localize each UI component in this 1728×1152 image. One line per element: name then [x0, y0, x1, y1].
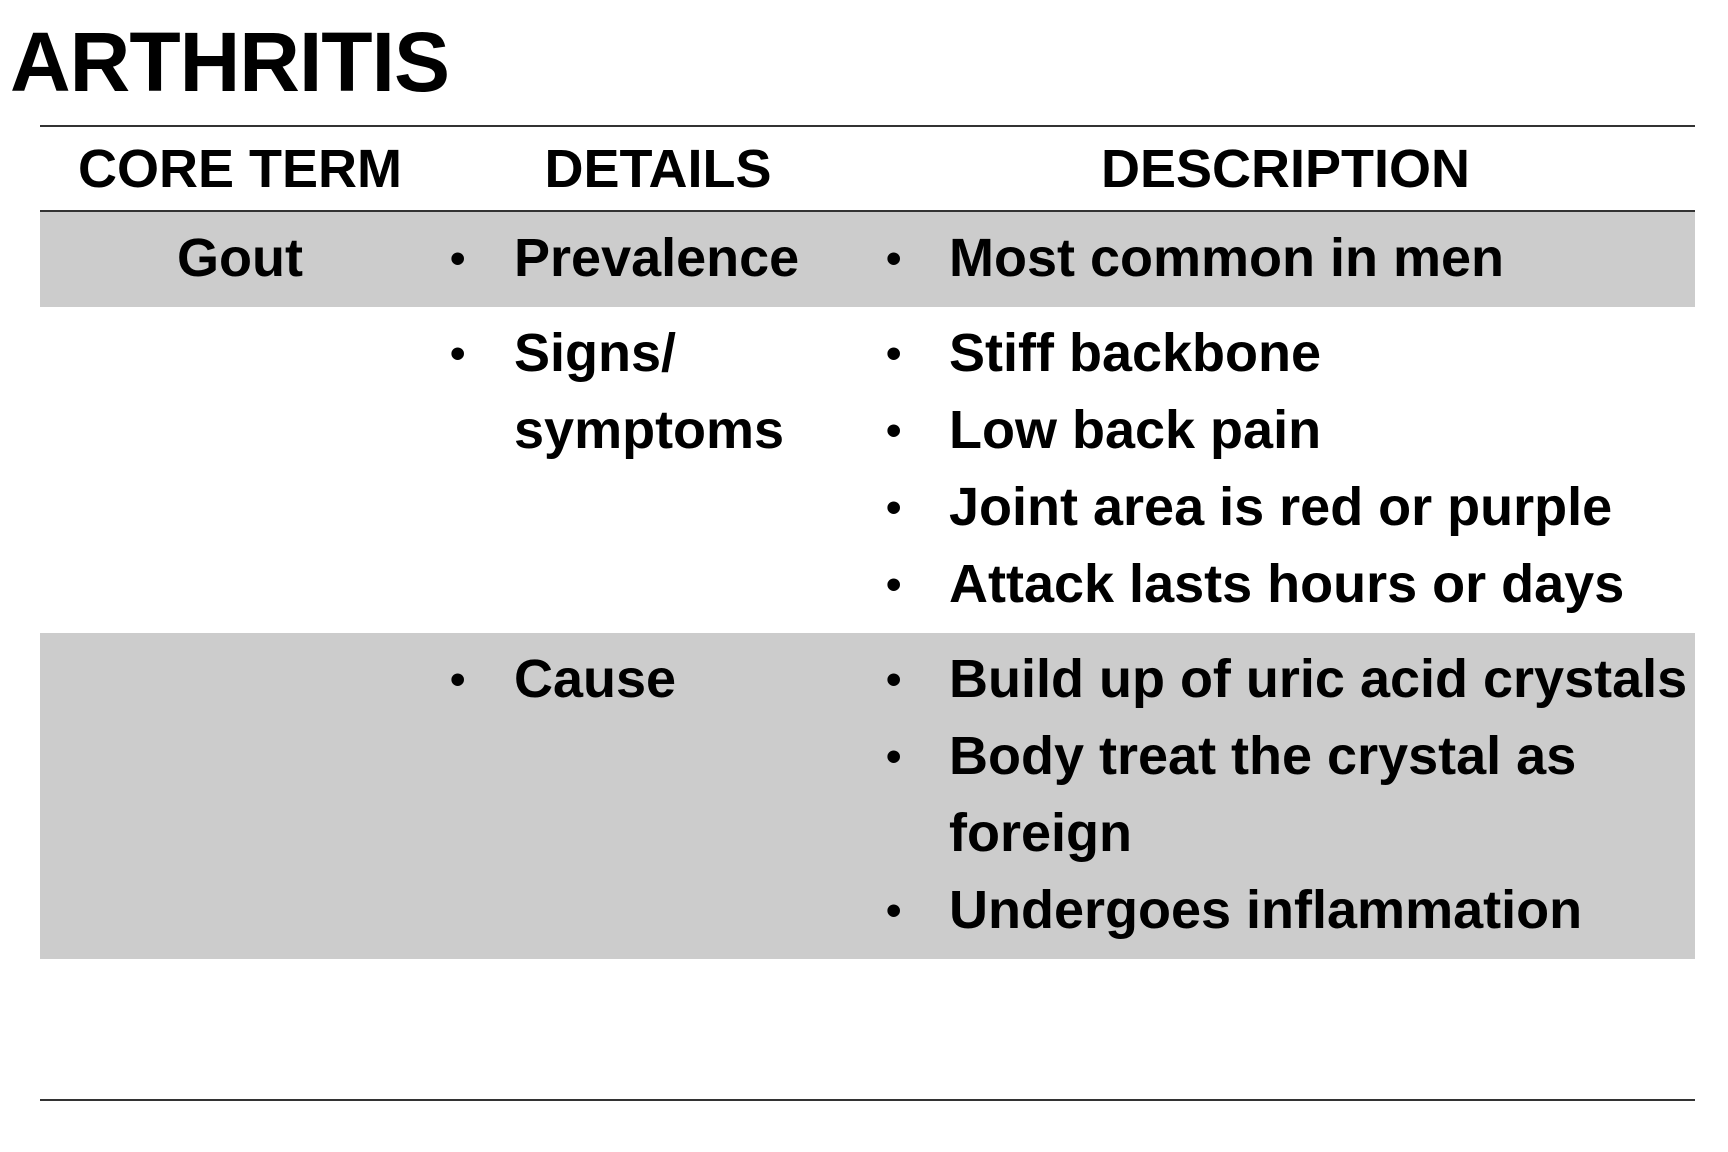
bullet-icon: • — [886, 886, 902, 935]
details-item — [440, 315, 876, 469]
description-item — [876, 872, 1695, 949]
details-cell — [440, 633, 876, 959]
details-list — [440, 315, 876, 469]
bullet-icon: • — [886, 234, 902, 283]
description-text: Body treat the crystal as foreign — [949, 726, 1577, 863]
header-description: DESCRIPTION — [1100, 138, 1471, 199]
description-list — [876, 641, 1695, 949]
description-item — [876, 392, 1695, 469]
description-item — [876, 315, 1695, 392]
details-label: Prevalence — [514, 228, 800, 288]
header-details: DETAILS — [544, 138, 772, 199]
core-term-cell — [40, 633, 440, 959]
bullet-icon: • — [886, 560, 902, 609]
description-item — [876, 469, 1695, 546]
table-header — [40, 126, 1695, 211]
bottom-divider — [40, 1099, 1695, 1101]
bullet-icon: • — [886, 732, 902, 781]
core-term-cell: Gout — [177, 228, 303, 288]
details-item — [440, 220, 876, 297]
bullet-icon: • — [886, 329, 902, 378]
slide-title: ARTHRITIS — [10, 15, 449, 109]
bullet-icon: • — [886, 655, 902, 704]
description-item — [876, 641, 1695, 718]
table-row-prevalence — [40, 211, 1695, 307]
bullet-icon: • — [886, 483, 902, 532]
description-item — [876, 546, 1695, 623]
description-text: Most common in men — [949, 228, 1505, 288]
details-cell — [440, 211, 876, 307]
description-cell — [876, 633, 1695, 959]
description-list — [876, 315, 1695, 623]
description-cell — [876, 211, 1695, 307]
description-text: Attack lasts hours or days — [949, 554, 1625, 614]
description-text: Joint area is red or purple — [949, 477, 1613, 537]
bullet-icon: • — [450, 329, 466, 378]
table-row-signs-symptoms — [40, 307, 1695, 633]
notes-table — [40, 125, 1695, 959]
description-text: Undergoes inflammation — [949, 880, 1583, 940]
description-cell — [876, 307, 1695, 633]
bullet-icon: • — [450, 655, 466, 704]
header-row — [40, 126, 1695, 211]
description-text: Build up of uric acid crystals — [949, 649, 1688, 709]
notes-table-container — [40, 125, 1695, 959]
details-list — [440, 641, 876, 718]
details-label: Cause — [514, 649, 677, 709]
table-row-cause — [40, 633, 1695, 959]
header-core-term: CORE TERM — [78, 138, 402, 199]
bullet-icon: • — [886, 406, 902, 455]
details-list — [440, 220, 876, 297]
description-text: Stiff backbone — [949, 323, 1322, 383]
table-body — [40, 211, 1695, 959]
bullet-icon: • — [450, 234, 466, 283]
details-label: Signs/ symptoms — [514, 323, 785, 460]
description-text: Low back pain — [949, 400, 1322, 460]
description-list — [876, 220, 1695, 297]
description-item — [876, 220, 1695, 297]
description-item — [876, 718, 1695, 872]
details-item — [440, 641, 876, 718]
details-cell — [440, 307, 876, 633]
core-term-cell — [40, 307, 440, 633]
